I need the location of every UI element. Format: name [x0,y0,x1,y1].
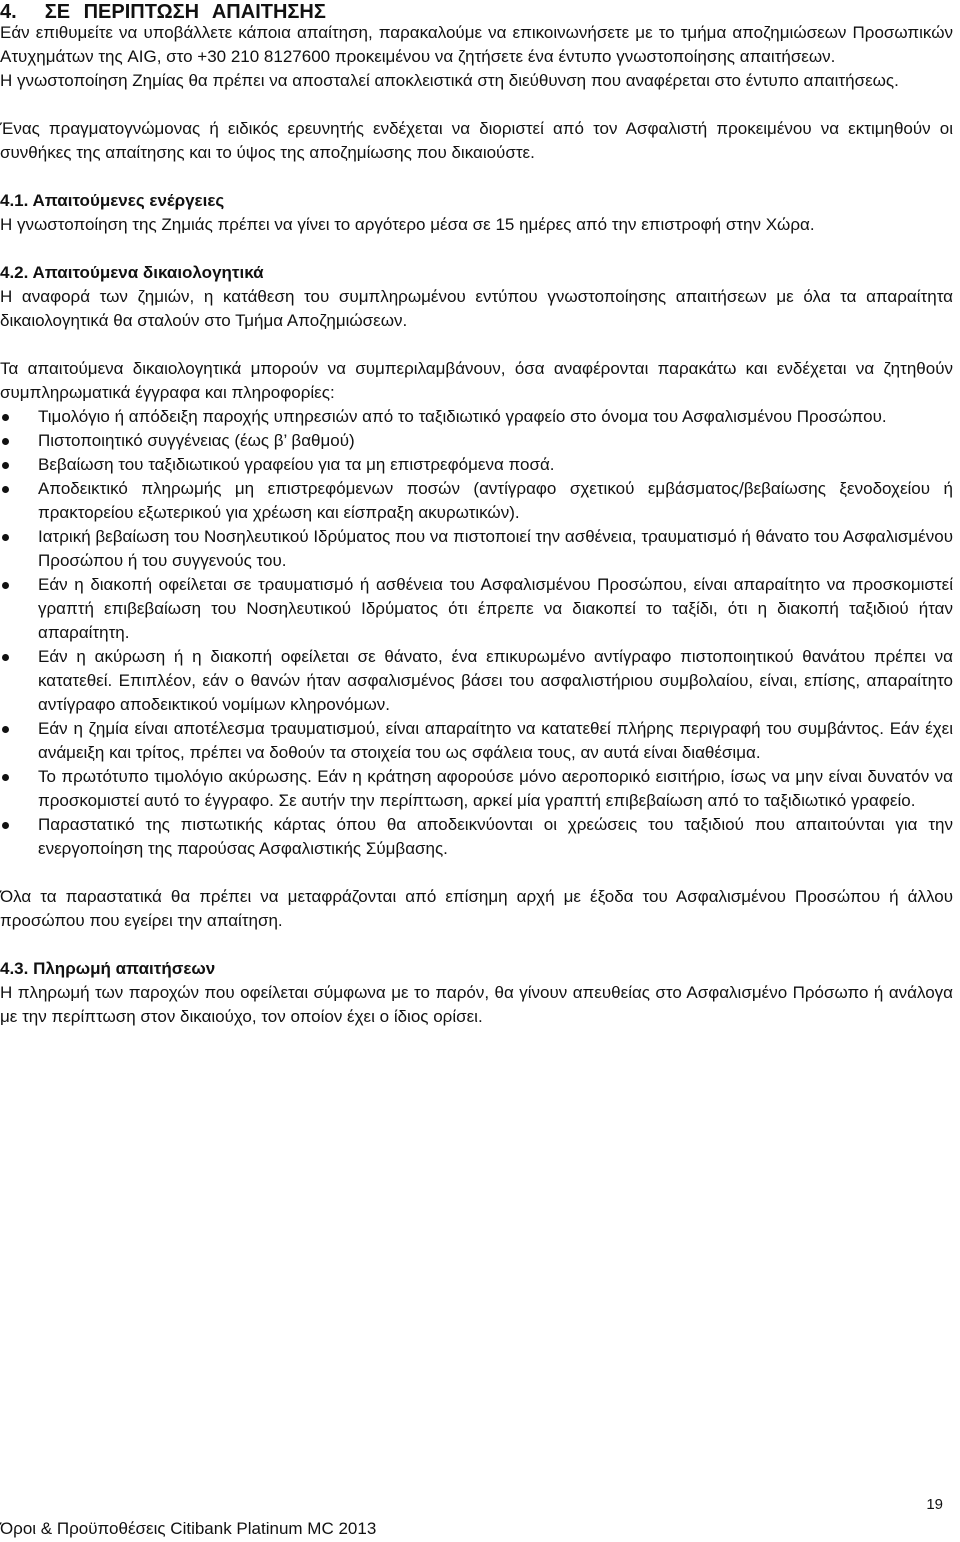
list-item-text: Πιστοποιητικό συγγένειας (έως β’ βαθμού) [38,431,355,450]
list-item-text: Εάν η ζημία είναι αποτέλεσμα τραυματισμού, είναι απαραίτητο να κατατεθεί πλήρης περιγραφή του συμβάντος. Εάν έχει ανάμειξη και τρίτος, πρέπει να δοθούν τα στοιχεία του ως σφάλεια τους, αν αυτά είναι διαθέσιμα. [38,719,953,762]
list-item-text: Εάν η ακύρωση ή η διακοπή οφείλεται σε θάνατο, ένα επικυρωμένο αντίγραφο πιστοποιητικού θανάτου πρέπει να κατατεθεί. Επιπλέον, εάν ο θανών ήταν ασφαλισμένος βάσει του ασφαλιστήριου συμβολαίου, είναι, επίσης, απαραίτητο αντίγραφο αποδεικτικού νομίμων κληρονόμων. [38,647,953,714]
intro-paragraph-3: Ένας πραγματογνώμονας ή ειδικός ερευνητής ενδέχεται να διοριστεί από τον Ασφαλιστή προκειμένου να εκτιμηθούν οι συνθήκες της απαίτησης και το ύψος της αποζημίωσης που δικαιούστε. [0,119,953,162]
documents-list-intro: Τα απαιτούμενα δικαιολογητικά μπορούν να συμπεριλαμβάνουν, όσα αναφέρονται παρακάτω και ενδέχεται να ζητηθούν συμπληρωματικά έγγραφα και πληροφορίες: [0,359,953,402]
page-footer: Όροι & Προϋποθέσεις Citibank Platinum MC 2013 [0,1519,377,1538]
section-title [0,0,953,21]
bullet-icon [2,438,9,445]
spacer [0,333,953,357]
list-item [0,645,953,717]
closing-paragraph: Όλα τα παραστατικά θα πρέπει να μεταφράζονται από επίσημη αρχή με έξοδα του Ασφαλισμένου Προσώπου ή άλλου προσώπου που εγείρει την απαίτηση. [0,887,953,930]
list-item [0,573,953,645]
list-item [0,813,953,861]
bullet-icon [2,534,9,541]
list-item [0,765,953,813]
list-item [0,477,953,525]
bullet-icon [2,462,9,469]
intro-paragraph-1: Εάν επιθυμείτε να υποβάλλετε κάποια απαίτηση, παρακαλούμε να επικοινωνήσετε με το τμήμα αποζημιώσεων Προσωπικών Ατυχημάτων της AIG, στο +30 210 8127600 προκειμένου να ζητήσετε ένα έντυπο γνωστοποίησης απαιτήσεων. [0,23,953,66]
list-item-text: Εάν η διακοπή οφείλεται σε τραυματισμό ή ασθένεια του Ασφαλισμένου Προσώπου, είναι απαραίτητο να προσκομιστεί γραπτή επιβεβαίωση του Νοσηλευτικού Ιδρύματος ότι έπρεπε να διακοπεί το ταξίδι, ότι η διακοπή ταξιδιού ήταν απαραίτητη. [38,575,953,642]
subsection-4-3-heading: 4.3. Πληρωμή απαιτήσεων [0,959,216,978]
bullet-icon [2,414,9,421]
subsection-4-3-text: Η πληρωμή των παροχών που οφείλεται σύμφωνα με το παρόν, θα γίνουν απευθείας στο Ασφαλισμένο Πρόσωπο ή ανάλογα με την περίπτωση στον δικαιούχο, τον οποίον έχει ο ίδιος ορίσει. [0,983,953,1026]
list-item-text: Παραστατικό της πιστωτικής κάρτας όπου θα αποδεικνύονται οι χρεώσεις του ταξιδιού που απαιτούνται για την ενεργοποίηση της παρούσας Ασφαλιστικής Σύμβασης. [38,815,953,858]
required-documents-list [0,405,953,861]
bullet-icon [2,654,9,661]
subsection-4-2-text: Η αναφορά των ζημιών, η κατάθεση του συμπληρωμένου εντύπου γνωστοποίησης απαιτήσεων με όλα τα απαραίτητα δικαιολογητικά θα σταλούν στο Τμήμα Αποζημιώσεων. [0,287,953,330]
spacer [0,933,953,957]
list-item-text: Τιμολόγιο ή απόδειξη παροχής υπηρεσιών από το ταξιδιωτικό γραφείο στο όνομα του Ασφαλισμένου Προσώπου. [38,407,887,426]
spacer [0,237,953,261]
spacer [0,93,953,117]
bullet-icon [2,726,9,733]
subsection-4-2-heading: 4.2. Απαιτούμενα δικαιολογητικά [0,263,264,282]
section-title-text: ΣΕ ΠΕΡΙΠΤΩΣΗ ΑΠΑΙΤΗΣΗΣ [44,1,326,21]
list-item-text: Ιατρική βεβαίωση του Νοσηλευτικού Ιδρύματος που να πιστοποιεί την ασθένεια, τραυματισμό ή θάνατο του Ασφαλισμένου Προσώπου ή του συγγενούς του. [38,527,953,570]
subsection-4-1-heading: 4.1. Απαιτούμενες ενέργειες [0,191,225,210]
list-item-text: Το πρωτότυπο τιμολόγιο ακύρωσης. Εάν η κράτηση αφορούσε μόνο αεροπορικό εισιτήριο, ίσως να μην είναι δυνατόν να προσκομιστεί αυτό το έγγραφο. Σε αυτήν την περίπτωση, αρκεί μία γραπτή επιβεβαίωση από το ταξιδιωτικό γραφείο. [38,767,953,810]
bullet-icon [2,582,9,589]
spacer [0,165,953,189]
bullet-icon [2,774,9,781]
section-number: 4. [0,1,17,21]
subsection-4-1-text: Η γνωστοποίηση της Ζημιάς πρέπει να γίνει το αργότερο μέσα σε 15 ημέρες από την επιστροφή στην Χώρα. [0,215,815,234]
list-item-text: Αποδεικτικό πληρωμής μη επιστρεφόμενων ποσών (αντίγραφο σχετικού εμβάσματος/βεβαίωσης ξενοδοχείου ή πρακτορείου εξωτερικού για χρέωση και είσπραξη ακυρωτικών). [38,479,953,522]
list-item [0,429,953,453]
intro-paragraph-2: Η γνωστοποίηση Ζημίας θα πρέπει να αποσταλεί αποκλειστικά στη διεύθυνση που αναφέρεται στο έντυπο απαιτήσεως. [0,71,899,90]
list-item [0,717,953,765]
list-item [0,453,953,477]
page-number: 19 [926,1496,943,1513]
bullet-icon [2,822,9,829]
list-item [0,525,953,573]
list-item [0,405,953,429]
bullet-icon [2,486,9,493]
list-item-text: Βεβαίωση του ταξιδιωτικού γραφείου για τα μη επιστρεφόμενα ποσά. [38,455,555,474]
spacer [0,861,953,885]
